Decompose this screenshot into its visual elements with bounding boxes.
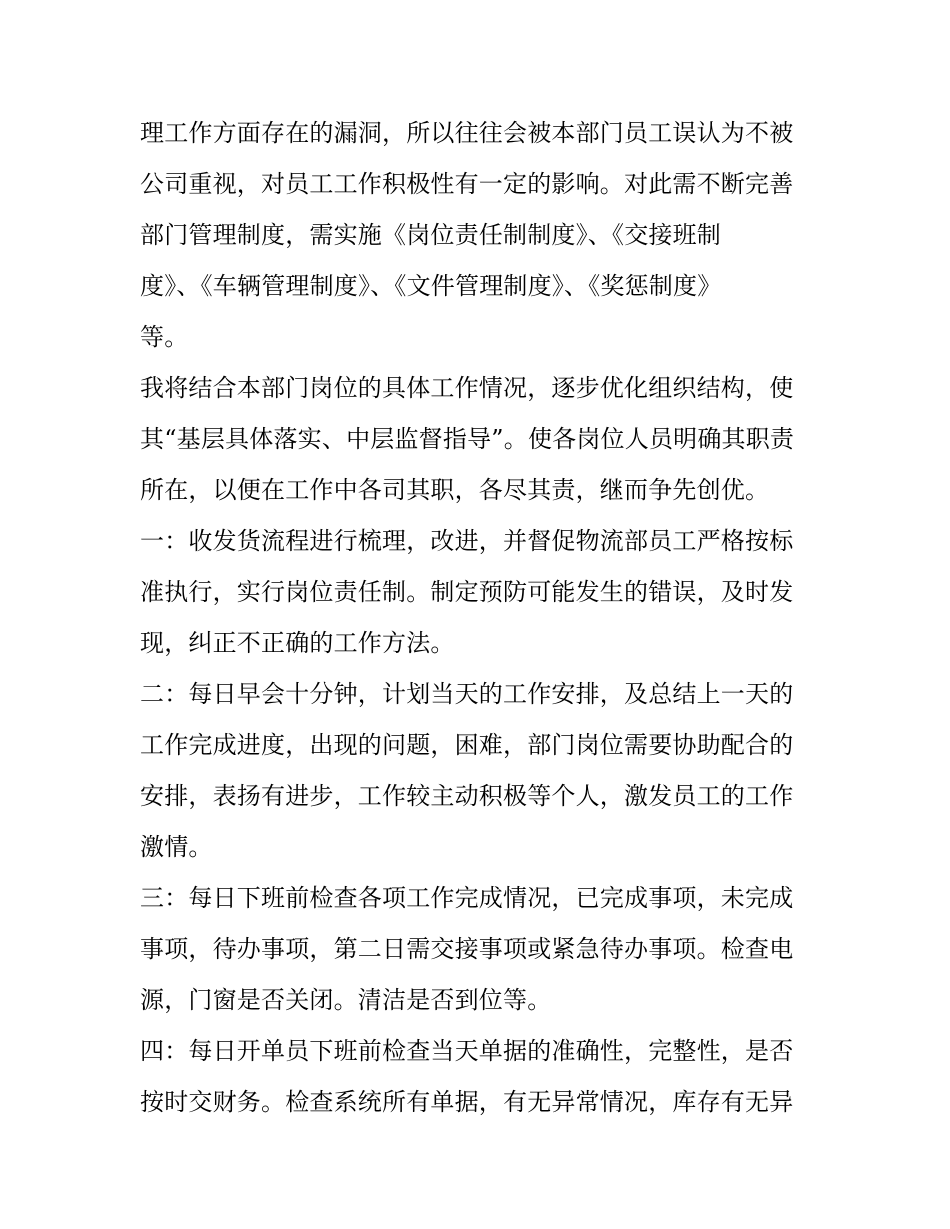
- text-line: 所在，以便在工作中各司其职，各尽其责，继而争先创优。: [140, 476, 770, 504]
- text-line: 激情。: [140, 833, 213, 861]
- text-line: 现，纠正不正确的工作方法。: [140, 629, 455, 657]
- text-line: 理工作方面存在的漏洞，所以往往会被本部门员工误认为不被: [140, 119, 794, 147]
- text-line: 准执行，实行岗位责任制。制定预防可能发生的错误，及时发: [140, 578, 794, 606]
- text-line: 其“基层具体落实、中层监督指导”。使各岗位人员明确其职责: [140, 425, 795, 453]
- text-line: 公司重视，对员工工作积极性有一定的影响。对此需不断完善: [140, 170, 794, 198]
- text-line: 四：每日开单员下班前检查当天单据的准确性，完整性，是否: [140, 1037, 794, 1065]
- text-line: 三：每日下班前检查各项工作完成情况，已完成事项，未完成: [140, 884, 794, 912]
- text-line: 源，门窗是否关闭。清洁是否到位等。: [140, 986, 552, 1014]
- text-line: 一：收发货流程进行梳理，改进，并督促物流部员工严格按标: [140, 527, 794, 555]
- text-line: 工作完成进度，出现的问题，困难，部门岗位需要协助配合的: [140, 731, 794, 759]
- text-line: 按时交财务。检查系统所有单据，有无异常情况，库存有无异: [140, 1088, 794, 1116]
- text-line: 安排，表扬有进步，工作较主动积极等个人，激发员工的工作: [140, 782, 794, 810]
- text-line: 我将结合本部门岗位的具体工作情况，逐步优化组织结构，使: [140, 374, 794, 402]
- text-line: 二：每日早会十分钟，计划当天的工作安排，及总结上一天的: [140, 680, 794, 708]
- text-line: 等。: [140, 323, 189, 351]
- text-line: 度》、《车辆管理制度》、《文件管理制度》、《奖惩制度》: [140, 272, 722, 300]
- document-body: [140, 108, 815, 1128]
- text-line: 部门管理制度，需实施《岗位责任制制度》、《交接班制: [140, 221, 721, 249]
- text-line: 事项，待办事项，第二日需交接事项或紧急待办事项。检查电: [140, 935, 794, 963]
